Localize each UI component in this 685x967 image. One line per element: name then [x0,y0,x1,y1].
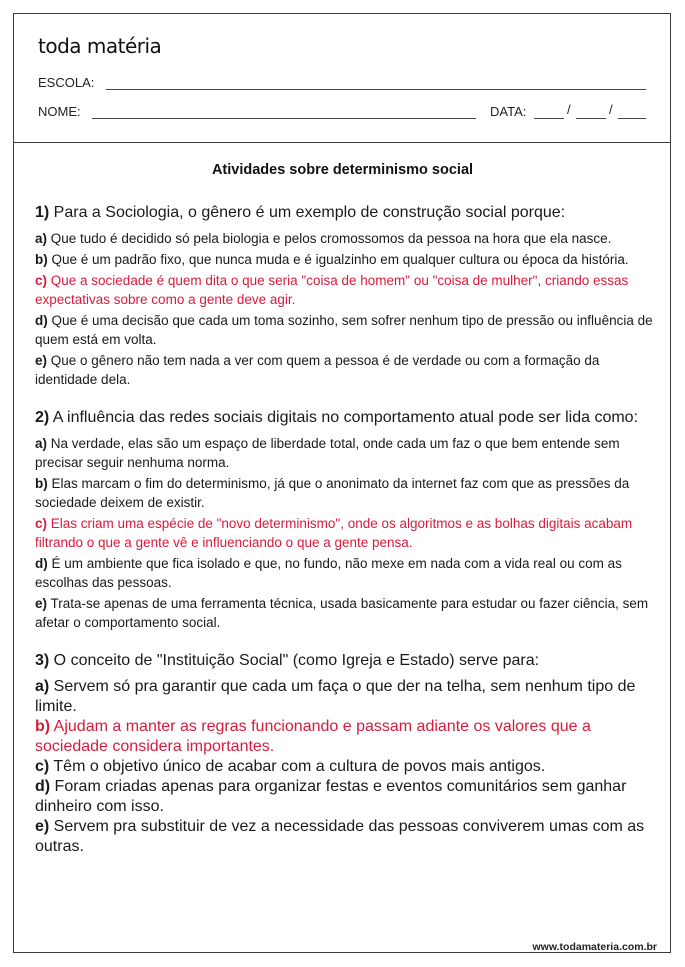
date-separator: / [609,102,613,117]
option-letter: d) [35,556,48,571]
option-text: Foram criadas apenas para organizar festas e eventos comunitários sem ganhar dinheiro com isso. [35,778,627,815]
option-a [35,677,657,717]
questions [35,203,657,876]
option-text: Servem só pra garantir que cada um faça o que der na telha, sem nenhum tipo de limite. [35,678,636,715]
option-a [35,229,657,248]
option-text: Que é uma decisão que cada um toma sozinho, sem sofrer nenhum tipo de pressão ou influência de quem está em volta. [35,313,653,347]
option-letter: b) [35,252,48,267]
option-text: Elas criam uma espécie de "novo determinismo", onde os algoritmos e as bolhas digitais acabam filtrando o que a gente vê e influenciando o que a gente pensa. [35,516,633,550]
option-letter: a) [35,678,50,695]
option-e [35,817,657,857]
question-statement: O conceito de "Instituição Social" (como Igreja e Estado) serve para: [49,652,540,669]
option-text: Trata-se apenas de uma ferramenta técnica, usada basicamente para estudar ou fazer ciência, sem afetar o comportamento social. [35,596,649,630]
option-text: Servem pra substituir de vez a necessidade das pessoas conviverem umas com as outras. [35,818,645,855]
option-e [35,594,657,632]
header-divider [14,142,670,143]
option-text: Na verdade, elas são um espaço de liberdade total, onde cada um faz o que bem entende sem precisar seguir nenhuma norma. [35,436,620,470]
question-text [35,651,657,671]
option-text: Elas marcam o fim do determinismo, já que o anonimato da internet faz com que as pressões da sociedade deixem de existir. [35,476,630,510]
question-2 [35,408,657,632]
option-c-answer [35,271,657,309]
date-year-field[interactable] [618,118,646,119]
name-label: NOME: [38,104,81,119]
option-b [35,250,657,269]
question-3 [35,651,657,857]
question-statement: Para a Sociologia, o gênero é um exemplo de construção social porque: [49,204,566,221]
option-letter: d) [35,778,51,795]
option-letter: a) [35,436,48,451]
option-text: Que o gênero não tem nada a ver com quem a pessoa é de verdade ou com a formação da identidade dela. [35,353,600,387]
question-text [35,408,657,428]
option-letter: e) [35,596,48,611]
option-letter: a) [35,231,48,246]
date-separator: / [567,102,571,117]
option-text: Que tudo é decidido só pela biologia e pelos cromossomos da pessoa na hora que ela nasce. [47,231,612,246]
option-letter: b) [35,718,51,735]
option-letter: c) [35,758,50,775]
option-d [35,777,657,817]
question-1 [35,203,657,389]
option-letter: c) [35,516,48,531]
school-field[interactable] [106,89,646,90]
question-number: 2) [35,409,50,426]
option-c-answer [35,514,657,552]
question-text [35,203,657,223]
brand-logo: toda matéria [38,34,162,58]
option-b [35,474,657,512]
option-letter: d) [35,313,48,328]
option-text: É um ambiente que fica isolado e que, no fundo, não mexe em nada com a vida real ou com as escolhas das pessoas. [35,556,622,590]
option-text: Têm o objetivo único de acabar com a cultura de povos mais antigos. [49,758,546,775]
option-text: Que é um padrão fixo, que nunca muda e é igualzinho em qualquer cultura ou época da história. [47,252,629,267]
option-a [35,434,657,472]
question-statement: A influência das redes sociais digitais no comportamento atual pode ser lida como: [49,409,639,426]
option-letter: b) [35,476,48,491]
footer-url[interactable]: www.todamateria.com.br [532,941,657,953]
option-d [35,311,657,349]
question-number: 3) [35,652,50,669]
school-label: ESCOLA: [38,75,95,90]
date-day-field[interactable] [534,118,564,119]
name-field[interactable] [92,118,476,119]
option-d [35,554,657,592]
option-letter: c) [35,273,48,288]
option-c [35,757,657,777]
option-text: Que a sociedade é quem dita o que seria "coisa de homem" ou "coisa de mulher", criando essas expectativas sobre como a gente deve agir. [35,273,629,307]
page-title: Atividades sobre determinismo social [211,162,474,178]
date-month-field[interactable] [576,118,606,119]
question-number: 1) [35,204,50,221]
option-letter: e) [35,818,50,835]
option-b-answer [35,717,657,757]
option-text: Ajudam a manter as regras funcionando e passam adiante os valores que a sociedade considera importantes. [35,718,591,755]
date-label: DATA: [490,104,527,119]
option-e [35,351,657,389]
option-letter: e) [35,353,48,368]
